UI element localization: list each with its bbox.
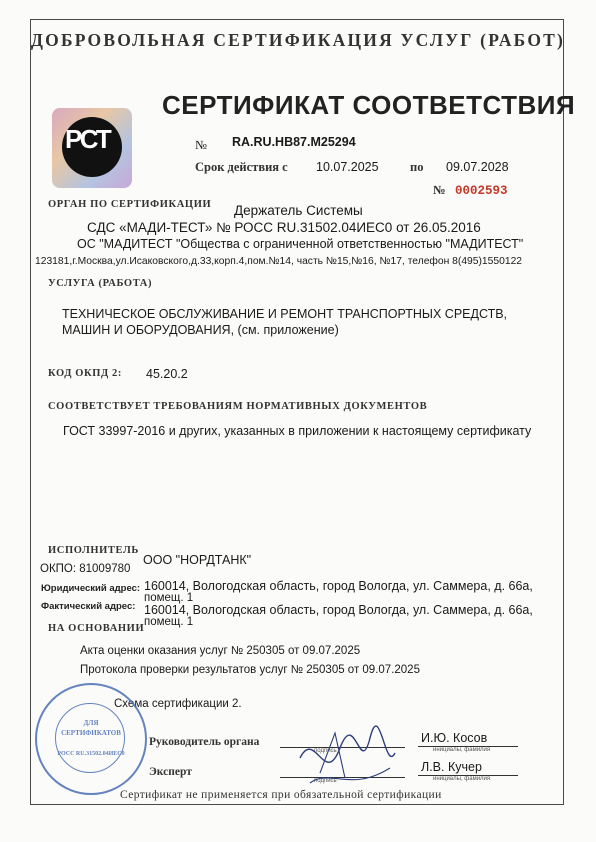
code-value: 45.20.2	[146, 367, 188, 381]
rst-logo-text: РСТ	[65, 124, 110, 154]
certification-stamp	[35, 683, 147, 795]
org-address: 123181,г.Москва,ул.Исаковского,д.33,корп.4,пом.№14, часть №15,№16, №17, телефон 8(495)1550122	[35, 256, 523, 267]
expert-initials-caption: инициалы, фамилия	[433, 776, 491, 782]
basis-line-3: Схема сертификации 2.	[114, 698, 242, 710]
valid-to-label: по	[410, 160, 424, 174]
expert-name: Л.В. Кучер	[421, 760, 482, 774]
stamp-text-middle: СЕРТИФИКАТОВ	[61, 729, 121, 737]
head-name: И.Ю. Косов	[421, 731, 488, 745]
basis-line-1: Акта оценки оказания услуг № 250305 от 09.07.2025	[80, 645, 361, 657]
org-holder: Держатель Системы	[234, 203, 363, 218]
standards-value: ГОСТ 33997-2016 и других, указанных в приложении к настоящему сертификату	[63, 424, 532, 438]
handwritten-signature-icon	[290, 718, 400, 798]
footer-note: Сертификат не применяется при обязательной сертификации	[120, 789, 442, 801]
executor-label: ИСПОЛНИТЕЛЬ	[48, 545, 139, 556]
legal-address-line-2: помещ. 1	[144, 592, 194, 604]
code-label: КОД ОКПД 2:	[48, 368, 122, 379]
serial-label: №	[433, 183, 446, 197]
serial-number: 0002593	[455, 184, 508, 198]
executor-okpo: ОКПО: 81009780	[40, 563, 131, 575]
stamp-text-bottom: РОСС RU.31502.04ИЕС0	[57, 751, 125, 757]
rst-logo-icon	[52, 108, 132, 188]
head-label: Руководитель органа	[149, 736, 260, 748]
stamp-text-top: ДЛЯ	[83, 719, 99, 727]
actual-address-line-2: помещ. 1	[144, 616, 194, 628]
actual-address-label: Фактический адрес:	[41, 601, 136, 612]
executor-name: ООО "НОРДТАНК"	[143, 553, 252, 567]
service-line-1: ТЕХНИЧЕСКОЕ ОБСЛУЖИВАНИЕ И РЕМОНТ ТРАНСПОРТНЫХ СРЕДСТВ,	[62, 307, 508, 321]
certificate-header: ДОБРОВОЛЬНАЯ СЕРТИФИКАЦИЯ УСЛУГ (РАБОТ)	[30, 30, 566, 50]
legal-address-label: Юридический адрес:	[41, 583, 141, 594]
expert-sign-caption: подпись	[314, 778, 337, 784]
basis-label: НА ОСНОВАНИИ	[48, 623, 145, 634]
valid-to: 09.07.2028	[446, 160, 509, 174]
head-initials-caption: инициалы, фамилия	[433, 747, 491, 753]
service-line-2: МАШИН И ОБОРУДОВАНИЯ, (см. приложение)	[62, 323, 339, 337]
validity-label: Срок действия с	[195, 160, 288, 174]
org-section-label: ОРГАН ПО СЕРТИФИКАЦИИ	[48, 199, 212, 210]
actual-address-line-1: 160014, Вологодская область, город Вологда, ул. Саммера, д. 66а,	[144, 603, 533, 617]
valid-from: 10.07.2025	[316, 160, 379, 174]
basis-line-2: Протокола проверки результатов услуг № 250305 от 09.07.2025	[80, 664, 420, 676]
legal-address-line-1: 160014, Вологодская область, город Вологда, ул. Саммера, д. 66а,	[144, 579, 533, 593]
head-sign-caption: подпись	[314, 748, 337, 754]
number-label: №	[195, 138, 207, 152]
expert-label: Эксперт	[149, 766, 192, 778]
org-line-1: СДС «МАДИ-ТЕСТ» № РОСС RU.31502.04ИЕС0 от 26.05.2016	[87, 220, 481, 235]
standards-label: СООТВЕТСТВУЕТ ТРЕБОВАНИЯМ НОРМАТИВНЫХ ДОКУМЕНТОВ	[48, 401, 428, 412]
certificate-number: RA.RU.HB87.M25294	[232, 135, 356, 149]
service-section-label: УСЛУГА (РАБОТА)	[48, 278, 153, 289]
certificate-title: СЕРТИФИКАТ СООТВЕТСТВИЯ	[162, 90, 576, 120]
org-line-2: ОС "МАДИТЕСТ "Общества с ограниченной ответственностью "МАДИТЕСТ"	[77, 237, 524, 251]
